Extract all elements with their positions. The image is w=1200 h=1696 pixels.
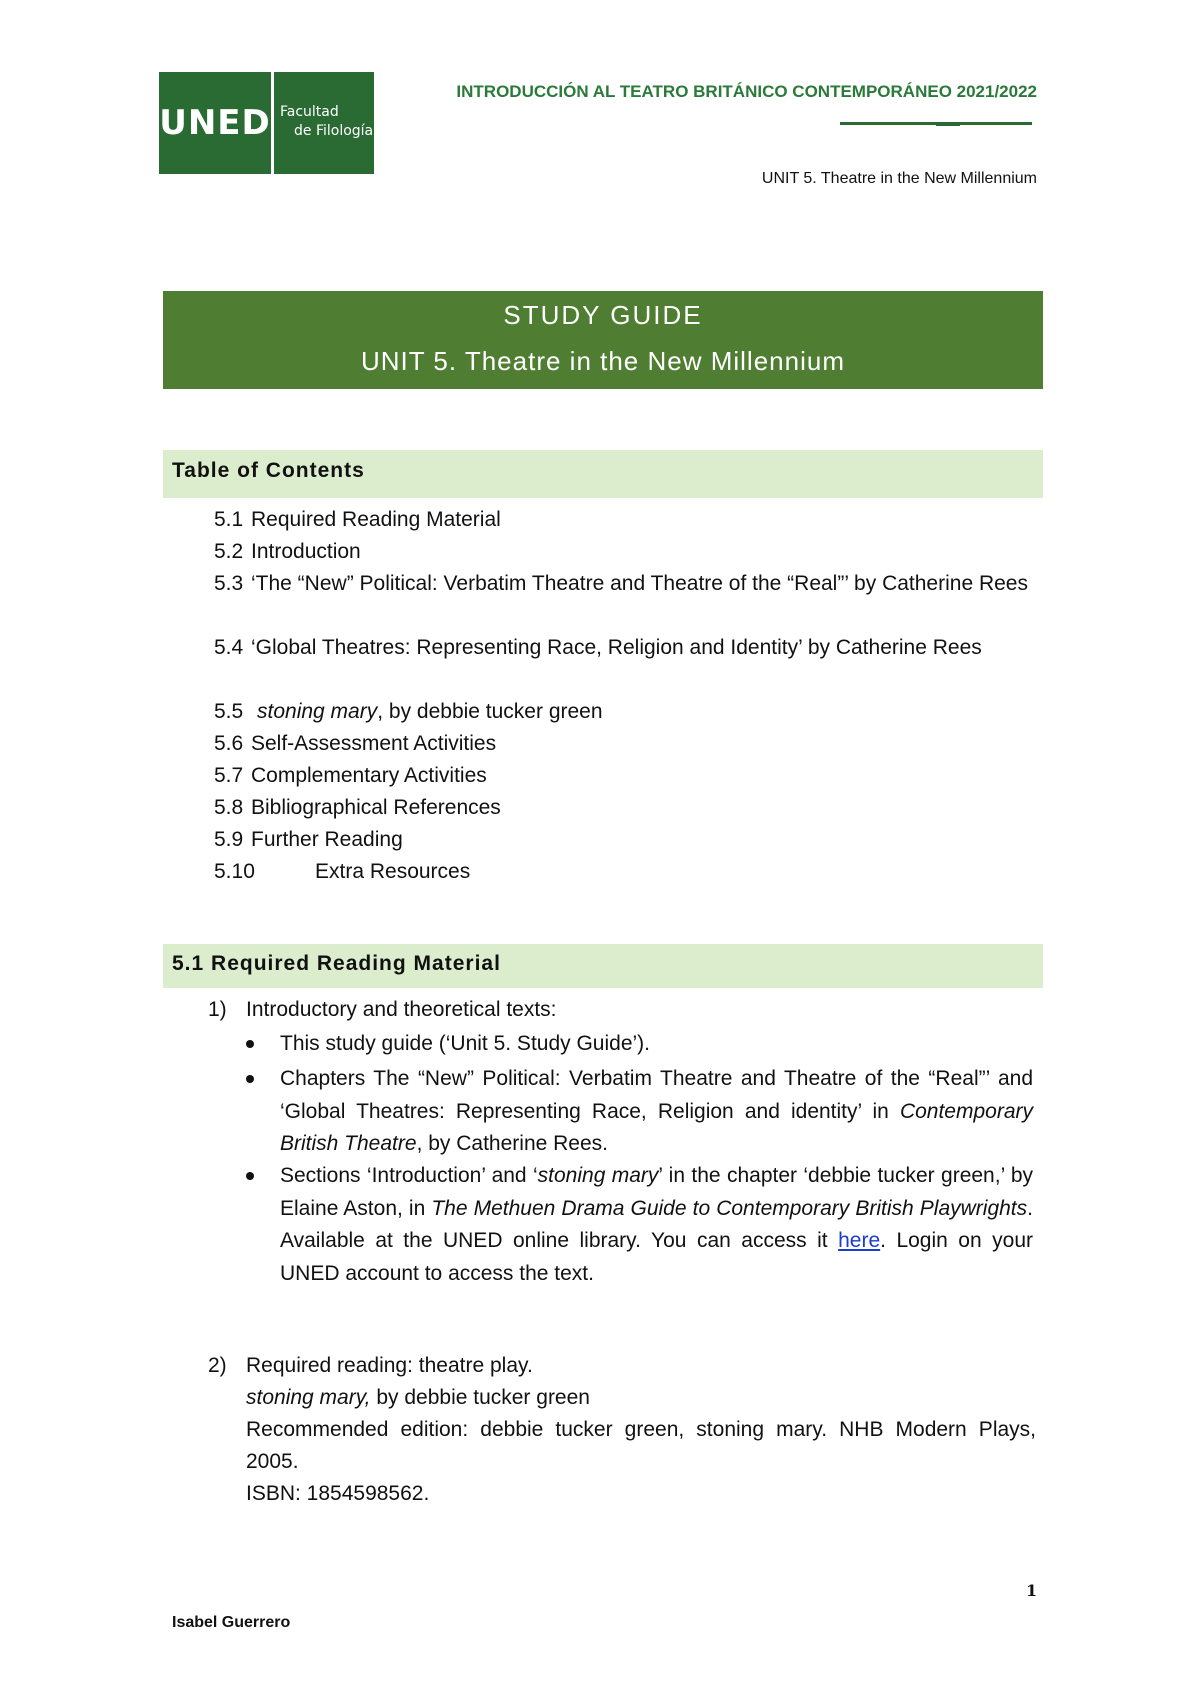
uned-logo xyxy=(159,72,271,174)
library-link[interactable]: here xyxy=(838,1229,881,1252)
toc-item-number: 5.5 xyxy=(214,700,244,723)
isbn: ISBN: 1854598562. xyxy=(246,1482,430,1505)
bullet-text-part2: , by Catherine Rees. xyxy=(416,1132,608,1155)
bullet-chapters xyxy=(280,1063,1033,1161)
toc-item-number: 5.10 xyxy=(214,860,255,883)
toc-item-number: 5.4 xyxy=(214,636,244,659)
play-line xyxy=(246,1382,1036,1414)
course-title: INTRODUCCIÓN AL TEATRO BRITÁNICO CONTEMPORÁNEO 2021/2022 xyxy=(456,82,1037,101)
toc-item-5-8[interactable] xyxy=(214,792,1034,824)
toc-item-number: 5.8 xyxy=(214,796,244,819)
toc-item-number: 5.3 xyxy=(214,572,244,595)
toc-item-text: Bibliographical References xyxy=(251,796,501,819)
toc-item-5-6[interactable] xyxy=(214,728,1034,760)
toc-item-5-3[interactable] xyxy=(214,568,1034,632)
unit-header: UNIT 5. Theatre in the New Millennium xyxy=(761,170,1037,187)
bullet-sections xyxy=(280,1160,1033,1290)
faculty-logo xyxy=(274,72,374,174)
footer-author: Isabel Guerrero xyxy=(172,1614,291,1631)
reading-item-2-body xyxy=(246,1350,1036,1510)
bullet-book-title: The Methuen Drama Guide to Contemporary British Playwrights xyxy=(431,1196,1028,1220)
toc-item-rest: , by debbie tucker green xyxy=(377,700,603,723)
toc-item-text: Introduction xyxy=(251,540,361,563)
toc-item-5-7[interactable] xyxy=(214,760,1034,792)
table-of-contents xyxy=(214,504,1034,888)
toc-item-text: ‘The “New” Political: Verbatim Theatre and Theatre of the “Real”’ by Catherine Rees xyxy=(251,572,1028,595)
toc-item-text: Further Reading xyxy=(251,828,403,851)
section-5-1-heading: 5.1 Required Reading Material xyxy=(163,944,1043,988)
toc-item-number: 5.2 xyxy=(214,540,244,563)
bullet-text-part1: Sections ‘Introduction’ and ‘ xyxy=(280,1164,538,1187)
toc-item-5-9[interactable] xyxy=(214,824,1034,856)
reading-item-1-text: Introductory and theoretical texts: xyxy=(246,998,557,1021)
faculty-logo-line2: de Filología xyxy=(294,123,374,139)
study-guide-banner xyxy=(163,291,1043,389)
bullet-text-part2: ’ in the chapter ‘debbie tucker green,’ by Elaine Aston, in xyxy=(280,1164,1034,1220)
reading-item-2 xyxy=(208,1350,1038,1520)
bullet-text-part3: . Available at the UNED online library. You can access it xyxy=(280,1196,1033,1252)
toc-item-text: Extra Resources xyxy=(315,860,471,883)
toc-item-number: 5.7 xyxy=(214,764,244,787)
toc-item-5-4[interactable] xyxy=(214,632,1034,696)
toc-item-text: Required Reading Material xyxy=(251,508,501,531)
toc-item-italic: stoning mary xyxy=(257,700,378,723)
play-title: stoning mary, xyxy=(246,1386,371,1409)
toc-item-number: 5.1 xyxy=(214,508,244,531)
bullet-icon xyxy=(246,1075,254,1083)
page-number: 1 xyxy=(1026,1581,1038,1600)
toc-item-number: 5.9 xyxy=(214,828,244,851)
bullet-text-part1: Chapters The “New” Political: Verbatim Theatre and Theatre of the “Real”’ and ‘Global Theatres: Representing Race, Religion and identity’ in xyxy=(280,1067,1033,1123)
toc-item-text: ‘Global Theatres: Representing Race, Religion and Identity’ by Catherine Rees xyxy=(251,636,982,659)
list-marker: 2) xyxy=(208,1354,227,1377)
recommended-edition: Recommended edition: debbie tucker green, stoning mary. NHB Modern Plays, 2005. xyxy=(246,1418,1036,1473)
uned-logo-text: UNED xyxy=(159,103,271,143)
bullet-play-title: stoning mary xyxy=(537,1164,659,1187)
title-underline-tick xyxy=(936,124,960,126)
toc-item-text: Complementary Activities xyxy=(251,764,487,787)
toc-item-number: 5.6 xyxy=(214,732,244,755)
faculty-logo-line1: Facultad xyxy=(280,104,339,120)
bullet-study-guide xyxy=(280,1028,1033,1061)
toc-item-text xyxy=(257,696,603,728)
bullet-book-title: Contemporary British Theatre xyxy=(280,1099,1033,1155)
play-author: by debbie tucker green xyxy=(370,1386,590,1409)
toc-item-5-5[interactable] xyxy=(214,696,1034,728)
banner-title: STUDY GUIDE xyxy=(503,300,703,330)
reading-item-2-text: Required reading: theatre play. xyxy=(246,1354,533,1377)
bullet-text-part4: . Login on your UNED account to access the text. xyxy=(280,1229,1033,1285)
list-marker: 1) xyxy=(208,998,227,1021)
toc-item-text: Self-Assessment Activities xyxy=(251,732,497,755)
toc-item-5-10[interactable] xyxy=(214,856,1034,888)
toc-item-5-1[interactable] xyxy=(214,504,1034,536)
bullet-text: This study guide (‘Unit 5. Study Guide’). xyxy=(280,1032,651,1055)
toc-heading: Table of Contents xyxy=(163,450,1043,498)
banner-subtitle: UNIT 5. Theatre in the New Millennium xyxy=(360,346,845,376)
toc-item-5-2[interactable] xyxy=(214,536,1034,568)
bullet-icon xyxy=(246,1172,254,1180)
reading-item-1 xyxy=(208,994,1038,1026)
bullet-icon xyxy=(246,1040,254,1048)
